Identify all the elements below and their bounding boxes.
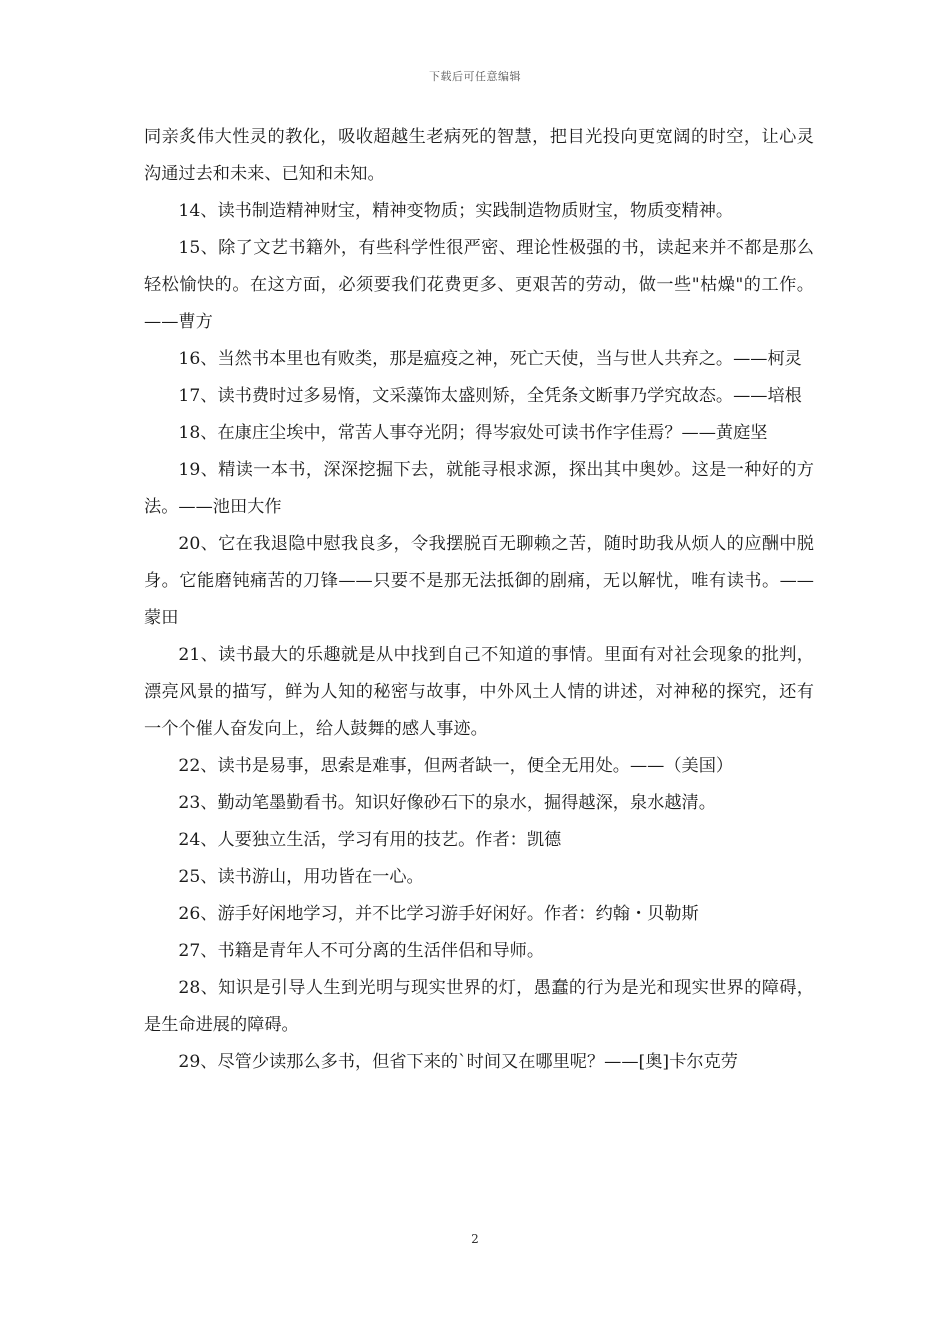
paragraph-quote-17: 17、读书费时过多易惰，文采藻饰太盛则矫，全凭条文断事乃学究故态。——培根 — [178, 386, 802, 406]
paragraph-continued: 同亲炙伟大性灵的教化，吸收超越生老病死的智慧，把目光投向更宽阔的时空，让心灵沟通过去和未来、已知和未知。 — [144, 127, 814, 184]
paragraph-quote-29: 29、尽管少读那么多书，但省下来的`时间又在哪里呢？——[奥]卡尔克劳 — [178, 1052, 738, 1072]
paragraph-quote-20: 20、它在我退隐中慰我良多，令我摆脱百无聊赖之苦，随时助我从烦人的应酬中脱身。它能磨钝痛苦的刀锋——只要不是那无法抵御的剧痛，无以解忧，唯有读书。——蒙田 — [144, 534, 814, 628]
paragraph-quote-26: 26、游手好闲地学习，并不比学习游手好闲好。作者：约翰・贝勒斯 — [178, 904, 699, 924]
paragraph-quote-27: 27、书籍是青年人不可分离的生活伴侣和导师。 — [178, 941, 545, 961]
page-header: 下载后可任意编辑 — [429, 70, 521, 83]
paragraph-quote-15: 15、除了文艺书籍外，有些科学性很严密、理论性极强的书，读起来并不都是那么轻松愉快的。在这方面，必须要我们花费更多、更艰苦的劳动，做一些"枯燥"的工作。——曹方 — [144, 238, 814, 332]
paragraph-quote-16: 16、当然书本里也有败类，那是瘟疫之神，死亡天使，当与世人共弃之。——柯灵 — [178, 349, 802, 369]
page-number: 2 — [471, 1232, 479, 1246]
paragraph-quote-24: 24、人要独立生活，学习有用的技艺。作者：凯德 — [178, 830, 562, 850]
paragraph-quote-19: 19、精读一本书，深深挖掘下去，就能寻根求源，探出其中奥妙。这是一种好的方法。——池田大作 — [144, 460, 814, 517]
paragraph-quote-28: 28、知识是引导人生到光明与现实世界的灯，愚蠢的行为是光和现实世界的障碍，是生命进展的障碍。 — [144, 978, 814, 1035]
paragraph-quote-25: 25、读书游山，用功皆在一心。 — [178, 867, 424, 887]
page-body — [144, 119, 814, 1081]
paragraph-quote-18: 18、在康庄尘埃中，常苦人事夺光阴；得岑寂处可读书作字佳焉？——黄庭坚 — [178, 423, 768, 443]
paragraph-quote-23: 23、勤动笔墨勤看书。知识好像砂石下的泉水，掘得越深，泉水越清。 — [178, 793, 716, 813]
paragraph-quote-22: 22、读书是易事，思索是难事，但两者缺一，便全无用处。——（美国） — [178, 756, 734, 776]
paragraph-quote-21: 21、读书最大的乐趣就是从中找到自己不知道的事情。里面有对社会现象的批判，漂亮风景的描写，鲜为人知的秘密与故事，中外风土人情的讲述，对神秘的探究，还有一个个催人奋发向上，给人鼓舞的感人事迹。 — [144, 645, 814, 739]
paragraph-quote-14: 14、读书制造精神财宝，精神变物质；实践制造物质财宝，物质变精神。 — [178, 201, 734, 221]
